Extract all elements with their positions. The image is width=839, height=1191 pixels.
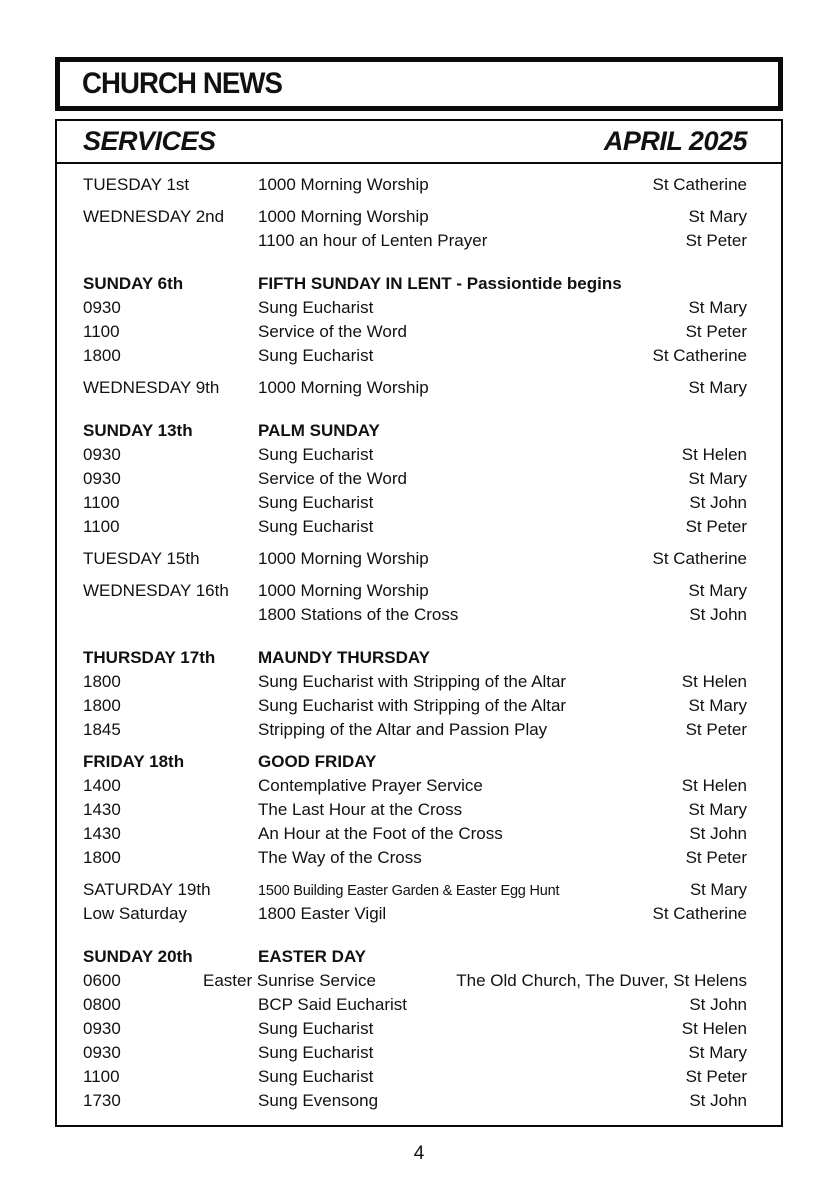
service-location: St Peter bbox=[685, 231, 747, 250]
service-location: St Peter bbox=[685, 322, 747, 341]
service-location: St Mary bbox=[688, 469, 747, 488]
service-event: EASTER DAY bbox=[258, 947, 367, 966]
service-date: 1100 bbox=[83, 1067, 120, 1086]
service-group bbox=[83, 376, 747, 400]
service-date: 0930 bbox=[83, 445, 121, 464]
service-row bbox=[83, 846, 747, 870]
service-event: Sung Eucharist bbox=[258, 1043, 374, 1062]
service-date: SATURDAY 19th bbox=[83, 880, 211, 899]
service-event: 1000 Morning Worship bbox=[258, 378, 429, 397]
service-date: THURSDAY 17th bbox=[83, 648, 216, 667]
service-row bbox=[83, 1041, 747, 1065]
service-date: SUNDAY 20th bbox=[83, 947, 193, 966]
service-location: St Mary bbox=[688, 800, 747, 819]
service-location: St Mary bbox=[688, 1043, 747, 1062]
service-location: St Peter bbox=[685, 848, 747, 867]
service-group bbox=[83, 878, 747, 926]
service-event: 1000 Morning Worship bbox=[258, 549, 429, 568]
service-location: St Helen bbox=[681, 776, 747, 795]
service-location: St Mary bbox=[690, 881, 747, 899]
service-event: 1000 Morning Worship bbox=[258, 581, 429, 600]
service-event: GOOD FRIDAY bbox=[258, 752, 377, 771]
service-location: St John bbox=[689, 824, 747, 843]
service-date: 1100 bbox=[83, 517, 120, 536]
service-location: St Helen bbox=[681, 445, 747, 464]
service-row bbox=[83, 419, 747, 443]
service-group bbox=[83, 579, 747, 627]
service-location: St Catherine bbox=[652, 904, 747, 923]
service-location: St John bbox=[689, 1091, 747, 1110]
service-group bbox=[83, 173, 747, 197]
service-location: St Peter bbox=[685, 1067, 747, 1086]
service-date: 0930 bbox=[83, 1019, 121, 1038]
service-date: WEDNESDAY 2nd bbox=[83, 207, 225, 226]
service-row bbox=[83, 1017, 747, 1041]
service-group bbox=[83, 547, 747, 571]
service-row bbox=[83, 515, 747, 539]
service-date: 1100 bbox=[83, 322, 120, 341]
service-date: FRIDAY 18th bbox=[83, 752, 185, 771]
service-date: 1430 bbox=[83, 800, 121, 819]
service-row bbox=[83, 1089, 747, 1113]
service-event: Stripping of the Altar and Passion Play bbox=[258, 720, 548, 739]
service-date: WEDNESDAY 9th bbox=[83, 378, 220, 397]
service-row bbox=[83, 718, 747, 742]
service-event: Sung Eucharist bbox=[258, 298, 374, 317]
service-location: St Catherine bbox=[652, 175, 747, 194]
service-event: Sung Eucharist bbox=[258, 1019, 374, 1038]
service-event: 1100 an hour of Lenten Prayer bbox=[258, 231, 488, 250]
service-event: FIFTH SUNDAY IN LENT - Passiontide begins bbox=[258, 274, 622, 293]
service-event: Sung Eucharist bbox=[258, 1067, 374, 1086]
service-event: Sung Eucharist bbox=[258, 517, 374, 536]
service-date: TUESDAY 1st bbox=[83, 175, 190, 194]
service-event: 1000 Morning Worship bbox=[258, 207, 429, 226]
service-group bbox=[83, 945, 747, 1113]
service-location: St Mary bbox=[688, 581, 747, 600]
service-group bbox=[83, 419, 747, 539]
service-row bbox=[83, 579, 747, 603]
service-location: St Mary bbox=[688, 696, 747, 715]
service-location: St John bbox=[689, 995, 747, 1014]
service-row bbox=[83, 296, 747, 320]
service-event: BCP Said Eucharist bbox=[258, 995, 407, 1014]
service-row bbox=[83, 694, 747, 718]
service-date: 1800 bbox=[83, 672, 121, 691]
service-event: PALM SUNDAY bbox=[258, 421, 380, 440]
service-date: SUNDAY 6th bbox=[83, 274, 184, 293]
service-event: An Hour at the Foot of the Cross bbox=[258, 824, 503, 843]
service-location: The Old Church, The Duver, St Helens bbox=[456, 971, 747, 990]
service-event: Sung Evensong bbox=[258, 1091, 379, 1110]
church-news-banner bbox=[55, 57, 783, 111]
service-row bbox=[83, 173, 747, 197]
service-date: 1800 bbox=[83, 696, 121, 715]
service-date: WEDNESDAY 16th bbox=[83, 581, 229, 600]
service-row bbox=[83, 376, 747, 400]
service-group bbox=[83, 205, 747, 253]
service-row bbox=[83, 878, 747, 902]
service-row bbox=[83, 670, 747, 694]
service-event: 1800 Easter Vigil bbox=[258, 904, 387, 923]
service-location: St Peter bbox=[685, 517, 747, 536]
service-date: 0800 bbox=[83, 995, 121, 1014]
service-group bbox=[83, 646, 747, 742]
service-date: TUESDAY 15th bbox=[83, 549, 200, 568]
service-row bbox=[83, 822, 747, 846]
service-location: St Peter bbox=[685, 720, 747, 739]
service-row bbox=[83, 344, 747, 368]
service-event: Contemplative Prayer Service bbox=[258, 776, 483, 795]
services-title: SERVICES bbox=[83, 126, 216, 156]
service-event: Easter Sunrise Service bbox=[203, 971, 376, 990]
service-date: 1430 bbox=[83, 824, 121, 843]
service-location: St Mary bbox=[688, 207, 747, 226]
service-row bbox=[83, 443, 747, 467]
banner-title: CHURCH NEWS bbox=[82, 67, 282, 100]
service-date: 0930 bbox=[83, 469, 121, 488]
service-location: St John bbox=[689, 493, 747, 512]
service-date: Low Saturday bbox=[83, 904, 187, 923]
service-row bbox=[83, 467, 747, 491]
service-location: St John bbox=[689, 605, 747, 624]
service-row bbox=[83, 205, 747, 229]
service-event: The Way of the Cross bbox=[258, 848, 422, 867]
service-row bbox=[83, 646, 747, 670]
service-date: 0930 bbox=[83, 298, 121, 317]
service-date: 1845 bbox=[83, 720, 121, 739]
service-date: 0600 bbox=[83, 971, 121, 990]
service-row bbox=[83, 750, 747, 774]
service-row bbox=[83, 547, 747, 571]
service-group bbox=[83, 272, 747, 368]
service-date: 0930 bbox=[83, 1043, 121, 1062]
service-date: 1100 bbox=[83, 493, 120, 512]
service-row bbox=[83, 320, 747, 344]
services-header bbox=[57, 121, 781, 164]
service-row bbox=[83, 774, 747, 798]
service-date: SUNDAY 13th bbox=[83, 421, 193, 440]
page-number: 4 bbox=[413, 1143, 425, 1164]
service-location: St Mary bbox=[688, 298, 747, 317]
service-row bbox=[83, 272, 747, 296]
service-date: 1800 bbox=[83, 848, 121, 867]
services-panel bbox=[55, 119, 783, 1127]
service-event: 1000 Morning Worship bbox=[258, 175, 429, 194]
service-row bbox=[83, 798, 747, 822]
service-row bbox=[83, 229, 747, 253]
service-row bbox=[83, 902, 747, 926]
service-event: Sung Eucharist with Stripping of the Altar bbox=[258, 672, 567, 691]
service-event: Service of the Word bbox=[258, 322, 407, 341]
service-group bbox=[83, 750, 747, 870]
service-event: 1500 Building Easter Garden & Easter Egg Hunt bbox=[258, 883, 560, 899]
service-event: Sung Eucharist with Stripping of the Altar bbox=[258, 696, 567, 715]
service-location: St Helen bbox=[681, 1019, 747, 1038]
service-event: 1800 Stations of the Cross bbox=[258, 605, 459, 624]
service-row bbox=[83, 603, 747, 627]
service-row bbox=[83, 945, 747, 969]
services-month-label: APRIL 2025 bbox=[603, 126, 747, 156]
service-row bbox=[83, 491, 747, 515]
service-location: St Catherine bbox=[652, 549, 747, 568]
service-location: St Mary bbox=[688, 378, 747, 397]
service-event: Service of the Word bbox=[258, 469, 407, 488]
service-date: 1800 bbox=[83, 346, 121, 365]
service-location: St Catherine bbox=[652, 346, 747, 365]
service-event: Sung Eucharist bbox=[258, 493, 374, 512]
service-row bbox=[83, 969, 747, 993]
service-event: Sung Eucharist bbox=[258, 346, 374, 365]
service-date: 1400 bbox=[83, 776, 121, 795]
services-schedule bbox=[57, 164, 781, 1125]
service-event: The Last Hour at the Cross bbox=[258, 800, 463, 819]
service-row bbox=[83, 1065, 747, 1089]
service-row bbox=[83, 993, 747, 1017]
service-event: Sung Eucharist bbox=[258, 445, 374, 464]
service-event: MAUNDY THURSDAY bbox=[258, 648, 430, 667]
service-location: St Helen bbox=[681, 672, 747, 691]
service-date: 1730 bbox=[83, 1091, 121, 1110]
